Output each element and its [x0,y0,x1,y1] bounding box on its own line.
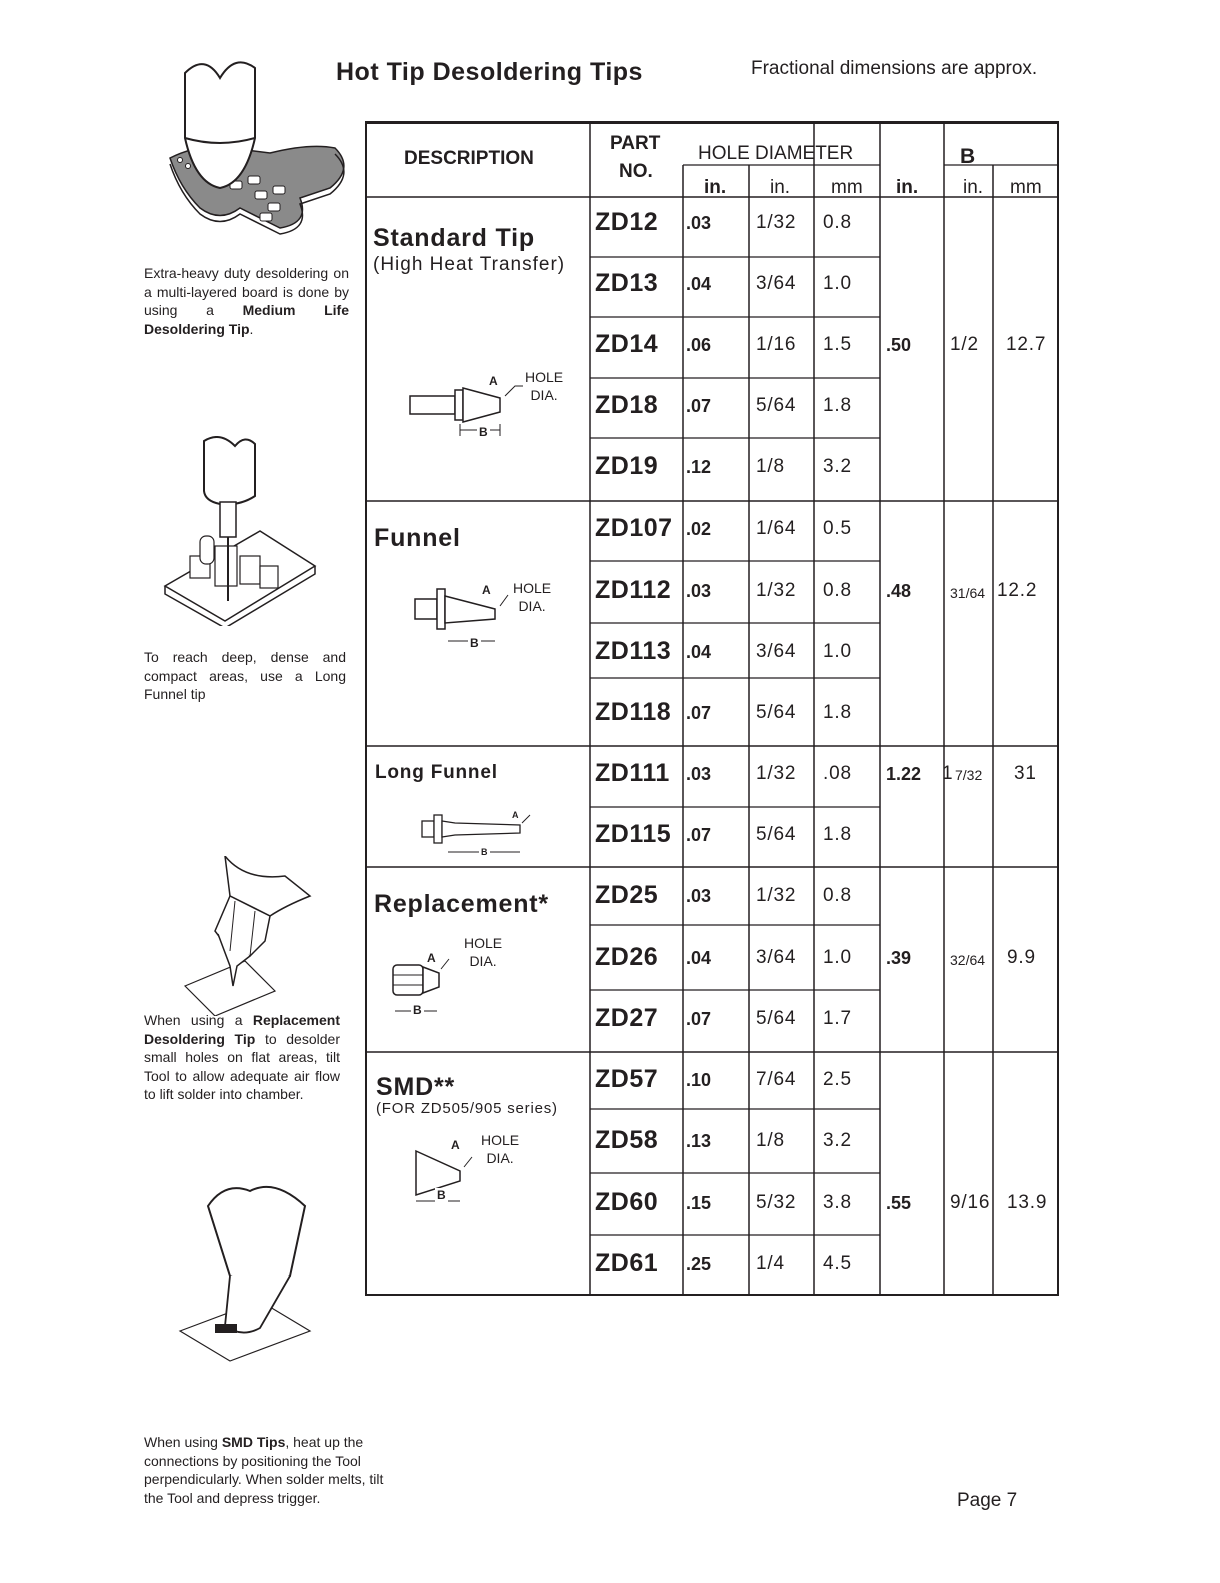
hole-in-fraction: 1/32 [756,580,797,601]
hole-mm: 1.8 [823,395,852,416]
header-hole-in-frac: in. [770,177,791,198]
hole-mm: 0.8 [823,885,852,906]
hole-in-fraction: 3/64 [756,947,797,968]
replacement-tip-illustration [175,856,315,1016]
section-name-standard: Standard Tip [373,224,535,252]
hole-in-fraction: 5/64 [756,1008,797,1029]
smd-hole-label: HOLE DIA. [481,1132,520,1166]
part-number: ZD61 [595,1249,659,1277]
hole-in-decimal: .03 [686,581,712,601]
header-part-line1: PART [610,133,661,154]
standard-b-label: B [479,425,488,439]
hole-mm: 3.8 [823,1192,852,1213]
hole-mm: 3.2 [823,456,852,477]
funnel-b-label: B [470,636,479,650]
long-funnel-illustration [160,436,320,626]
multilayer-board-illustration [160,48,360,248]
page-title: Hot Tip Desoldering Tips [336,58,643,86]
a-in: .55 [886,1193,912,1213]
b-in-whole: 1 [942,763,954,784]
hole-in-fraction: 1/8 [756,456,785,477]
hole-mm: 1.8 [823,702,852,723]
part-number: ZD60 [595,1188,659,1216]
b-in: 31/64 [950,585,986,601]
smd-a-label: A [451,1138,460,1152]
b-in: 1/2 [950,334,979,355]
hole-mm: 3.2 [823,1130,852,1151]
a-in: .50 [886,335,912,355]
replacement-b-label: B [413,1003,422,1017]
header-hole-diameter: HOLE DIAMETER [698,143,854,164]
part-number: ZD19 [595,452,659,480]
a-in: .39 [886,948,912,968]
b-mm: 12.2 [997,580,1038,601]
part-number: ZD111 [595,759,670,787]
hole-in-fraction: 1/64 [756,518,797,539]
part-number: ZD115 [595,820,672,848]
hole-in-decimal: .07 [686,825,712,845]
header-description: DESCRIPTION [404,148,534,169]
part-number: ZD113 [595,637,672,665]
hole-mm: 0.8 [823,580,852,601]
hole-in-decimal: .15 [686,1193,712,1213]
b-mm: 31 [1014,763,1037,784]
caption-smd: When using SMD Tips, heat up the connections by positioning the Tool perpendicularly. When solder melts, tilt the Tool and depress trigger. [144,1434,384,1506]
part-number: ZD13 [595,269,659,297]
section-name-replacement: Replacement* [374,890,549,918]
table-grid [365,121,1059,1296]
hole-in-decimal: .10 [686,1070,712,1090]
header-hole-mm: mm [831,177,863,198]
funnel-a-label: A [482,583,491,597]
hole-mm: 2.5 [823,1069,852,1090]
hole-mm: 0.8 [823,212,852,233]
hole-in-fraction: 5/64 [756,702,797,723]
b-mm: 12.7 [1006,334,1047,355]
part-number: ZD26 [595,943,659,971]
hole-in-fraction: 1/32 [756,885,797,906]
hole-in-decimal: .25 [686,1254,712,1274]
section-name-funnel: Funnel [374,524,461,552]
part-number: ZD27 [595,1004,659,1032]
replacement-hole-label: HOLE DIA. [464,935,503,969]
hole-in-fraction: 5/64 [756,395,797,416]
hole-in-decimal: .03 [686,886,712,906]
hole-in-decimal: .13 [686,1131,712,1151]
hole-in-decimal: .04 [686,274,712,294]
hole-in-fraction: 3/64 [756,273,797,294]
part-number: ZD25 [595,881,659,909]
hole-in-decimal: .07 [686,1009,712,1029]
header-a-in: in. [896,177,919,198]
hole-mm: .08 [823,763,852,784]
hole-in-fraction: 7/64 [756,1069,797,1090]
header-b-mm: mm [1010,177,1042,198]
smd-b-label: B [437,1188,446,1202]
hole-mm: 1.7 [823,1008,852,1029]
hole-in-fraction: 1/4 [756,1253,785,1274]
long-funnel-a-label: A [512,810,519,820]
hole-mm: 0.5 [823,518,852,539]
header-part-line2: NO. [619,161,653,182]
hole-mm: 4.5 [823,1253,852,1274]
caption-replacement: When using a Replacement Desoldering Tip to desolder small holes on flat areas, tilt Tool to allow adequate air flow to lift solder into chamber. [144,1012,340,1102]
hole-in-fraction: 1/8 [756,1130,785,1151]
section-name-long-funnel: Long Funnel [375,762,498,783]
smd-tip-illustration [170,1176,320,1366]
hole-in-fraction: 1/32 [756,212,797,233]
b-mm: 9.9 [1007,947,1036,968]
hole-in-fraction: 5/32 [756,1192,797,1213]
replacement-a-label: A [427,951,436,965]
hole-mm: 1.0 [823,273,852,294]
hole-mm: 1.5 [823,334,852,355]
hole-in-decimal: .03 [686,213,712,233]
part-number: ZD58 [595,1126,659,1154]
a-in: 1.22 [886,764,922,784]
hole-in-decimal: .04 [686,948,712,968]
section-subtitle-smd: (FOR ZD505/905 series) [376,1100,558,1117]
funnel-hole-label: HOLE DIA. [513,580,552,614]
hole-mm: 1.0 [823,641,852,662]
hole-in-fraction: 1/16 [756,334,797,355]
part-number: ZD57 [595,1065,659,1093]
dimensions-note: Fractional dimensions are approx. [751,58,1038,79]
hole-mm: 1.8 [823,824,852,845]
part-number: ZD112 [595,576,672,604]
desoldering-tips-table [365,121,1059,1296]
hole-in-fraction: 1/32 [756,763,797,784]
header-b-in: in. [963,177,984,198]
b-mm: 13.9 [1007,1192,1048,1213]
b-in: 7/32 [955,767,983,783]
hole-in-decimal: .07 [686,703,712,723]
header-b: B [960,145,976,168]
long-funnel-b-label: B [481,847,488,857]
b-in: 9/16 [950,1192,991,1213]
part-number: ZD18 [595,391,659,419]
hole-in-decimal: .07 [686,396,712,416]
standard-a-label: A [489,374,498,388]
hole-in-decimal: .04 [686,642,712,662]
part-number: ZD14 [595,330,659,358]
hole-in-fraction: 5/64 [756,824,797,845]
hole-mm: 1.0 [823,947,852,968]
hole-in-decimal: .03 [686,764,712,784]
caption-medium-life: Extra-heavy duty desoldering on a multi-layered board is done by using a Medium Life Desoldering Tip. [144,265,349,337]
caption-long-funnel: To reach deep, dense and compact areas, use a Long Funnel tip [144,649,346,702]
section-subtitle-standard: (High Heat Transfer) [373,254,566,275]
part-number: ZD118 [595,698,672,726]
part-number: ZD12 [595,208,659,236]
standard-hole-label: HOLE DIA. [525,369,564,403]
b-in: 32/64 [950,952,986,968]
hole-in-decimal: .12 [686,457,712,477]
header-hole-in-dec: in. [704,177,727,198]
a-in: .48 [886,581,912,601]
section-name-smd: SMD** [376,1073,456,1101]
page-number: Page 7 [957,1490,1018,1511]
hole-in-fraction: 3/64 [756,641,797,662]
part-number: ZD107 [595,514,673,542]
hole-in-decimal: .06 [686,335,712,355]
hole-in-decimal: .02 [686,519,712,539]
